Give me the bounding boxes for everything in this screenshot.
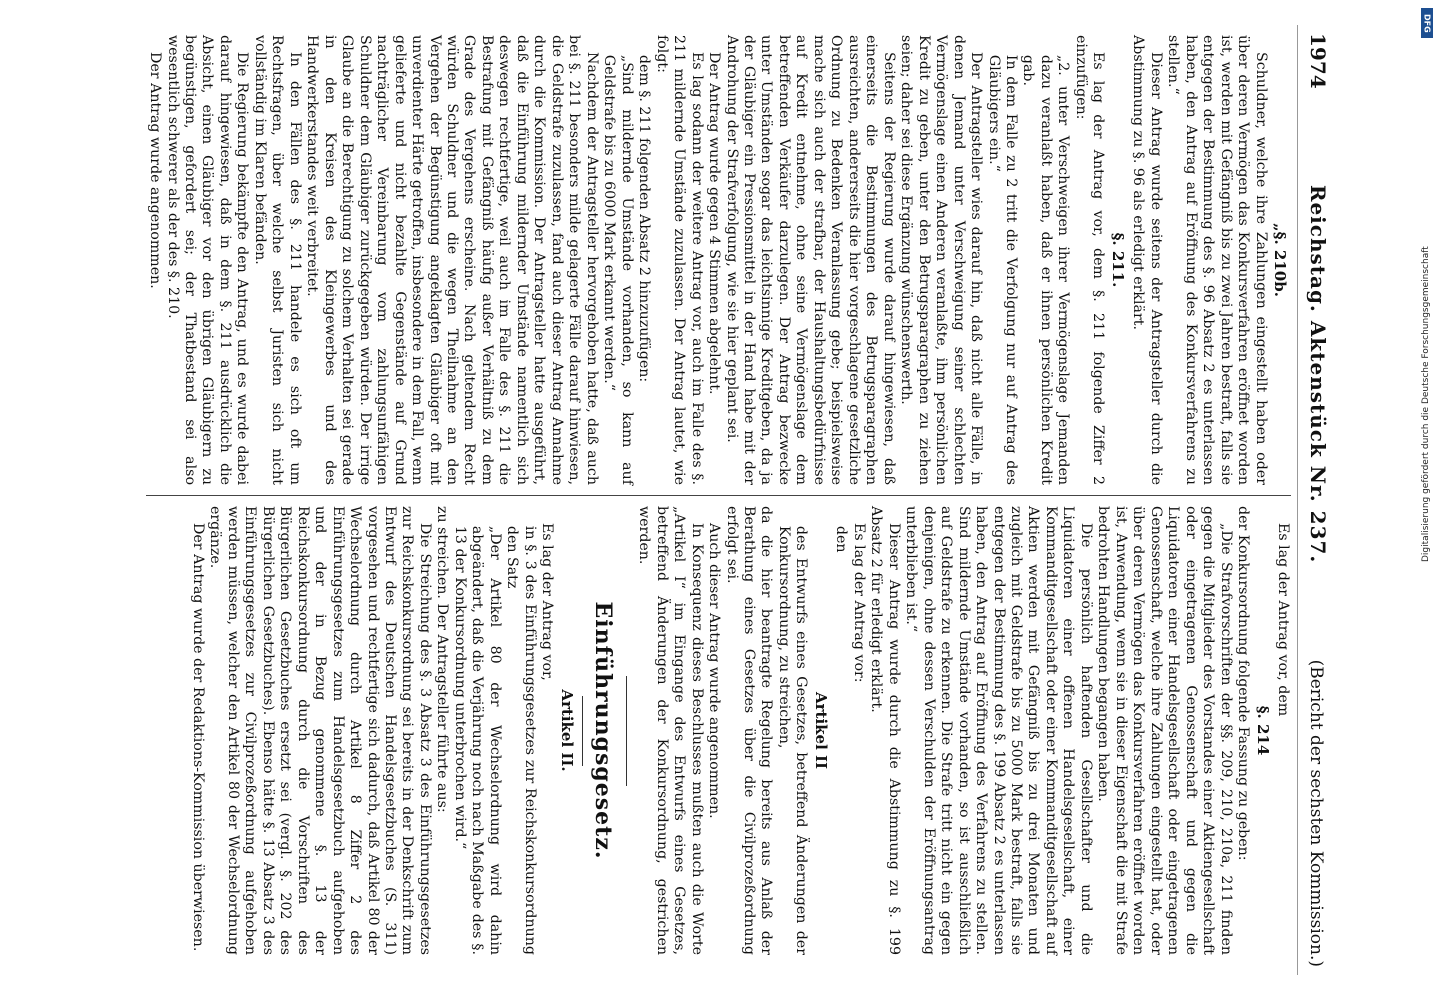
paragraph: In den Fällen des §. 211 handele es sich oft um Rechtsfragen, über welche selbst Juristen sich nicht vollständig im Klaren befänden.: [251, 35, 303, 485]
paragraph: Die Regierung bekämpfte den Antrag, und es wurde dabei darauf hingewiesen, daß in dem §. 211 ausdrücklich die Absicht, einen Gläubiger vor den übrigen Gläubigern zu begünstigen, gefordert sei; der Thatbestand sei also wesentlich schwerer als der des §. 210.: [164, 35, 251, 485]
paragraph: Nachdem der Antragsteller hervorgehoben hatte, daß auch bei §. 211 besonders milde gelagerte Fälle darauf hinwiesen, die Geldstrafe zuzulassen, fand auch dieser Antrag Annahme durch die Kommission. Der Antragsteller hatte ausgeführt, daß die Einführung mildernder Umstände namentlich sich deswegen rechtfertige, weil auch im Falle des §. 211 die Bestrafung mit Gefängniß häufig außer Verhältniß zu dem Grade des Vergehens erscheine. Nach geltendem Recht würden Schuldner und die wegen Theilnahme an den Vergehen der Begünstigung angeklagten Gläubiger oft mit unverdienter Härte getroffen, insbesondere in dem Fall, wenn gelieferte und nicht bezahlte Gegenstände auf Grund nachträglicher Vereinbarung vom zahlungsunfähigen Schuldner dem Gläubiger zurückgegeben würden. Der irrige Glaube an die Berechtigung zu solchem Verhalten sei gerade in den Kreisen des Kleingewerbes und des Handwerkerstandes weit verbreitet.: [304, 35, 600, 485]
quoted-clause: „Sind mildernde Umstände vorhanden, so kann auf Geldstrafe bis zu 6000 Mark erkannt werden.“: [601, 54, 635, 485]
paragraph: zu streichen. Der Antragsteller führte aus:: [434, 506, 451, 813]
text-columns: [146, 25, 1291, 975]
paragraph: Der Antrag wurde gegen 4 Stimmen abgelehnt.: [706, 52, 723, 395]
paragraph: in §. 3 des Einführungsgesetzes zur Reichskonkursordnung den Satz: [504, 525, 538, 955]
paragraph: den: [833, 525, 850, 553]
paragraph: Dieser Antrag wurde seitens der Antragsteller durch die Abstimmung zu §. 96 als erledigt erklärt.: [1130, 35, 1164, 485]
section-heading-214: §. 214: [1253, 705, 1272, 756]
section-heading-210b: „§. 210b.: [1271, 223, 1289, 297]
paragraph: Der Antragsteller wies darauf hin, daß nicht alle Fälle, in denen Jemand unter Verschweigung seiner schlechten Vermögenslage einen Anderen veranlaßte, ihm persönlichen Kredit zu geben, unter den Betrugsparagraphen zu ziehen seien; daher sei diese Ergänzung wünschenswerth.: [898, 35, 985, 485]
digitization-credit: Digitalisierung gefördert durch die Deutsche Forschungsgemeinschaft: [1421, 246, 1431, 562]
quoted-clause: „Der Artikel 80 der Wechselordnung wird dahin abgeändert, daß die Verjährung noch nach Maßgabe des §. 13 der Konkursordnung unterbrochen wird.“: [451, 525, 503, 955]
paragraph: Die Streichung des §. 3 Absatz 3 des Einführungsgesetzes zur Reichskonkursordnung sei bereits in der Denkschrift zum Entwurf des Deutschen Handelsgesetzbuches (S. 311) vorgesehen und rechtfertige sich dadurch, daß Artikel 80 der Wechselordnung durch Artikel 8 Ziffer 2 des Einführungsgesetzes zum Handelsgesetzbuch aufgehoben und der in Bezug genommene §. 13 der Reichskonkursordnung durch die Vorschriften des Bürgerlichen Gesetzbuches ersetzt sei (vergl. §. 202 des Bürgerlichen Gesetzbuches). Ebenso hätte §. 13 Absatz 3 des Einführungsgesetzes zur Civilprozeßordnung aufgehoben werden müssen, welcher den Artikel 80 der Wechselordnung ergänze.: [207, 506, 433, 955]
dfg-logo-icon: DFG: [1421, 8, 1433, 38]
page-title: Reichstag. Aktenstück Nr. 237.: [1306, 184, 1330, 564]
paragraph: Es lag der Antrag vor,: [539, 523, 556, 681]
quoted-clause: In dem Falle zu 2 tritt die Verfolgung nur auf Antrag des Gläubigers ein.“: [985, 54, 1020, 485]
right-column: [146, 495, 1291, 965]
paragraph: Dieser Antrag wurde durch die Abstimmung zu §. 199 Absatz 2 für erledigt erklärt.: [868, 506, 902, 955]
section-heading-211: §. 211.: [1108, 232, 1127, 288]
paragraph: Es lag der Antrag vor, dem §. 211 folgende Ziffer 2 einzufügen:: [1072, 35, 1107, 485]
paragraph: Seitens der Regierung wurde darauf hingewiesen, daß einerseits die Bestimmungen des Betrugsparagraphen ausreichten, andererseits die hier vorgeschlagene gesetzliche Ordnung zu Bedenken Veranlassung gebe; beispielsweise mache sich auch der strafbar, der Haushaltungsbedürfnisse auf Kredit entnehme, ohne seine Vermögenslage dem betreffenden Verkäufer darzulegen. Der Antrag bezwecke unter Umständen sogar das leichtsinnige Kreditgeben, da ja der Gläubiger ein Pressionsmittel in der Hand habe mit der Androhung der Strafverfolgung, wie sie hier geplant sei.: [723, 35, 897, 485]
article-heading: Artikel II.: [557, 689, 576, 772]
paragraph: In Konsequenz dieses Beschlusses mußten auch die Worte „Artikel I“ im Eingange des Entwurfs eines Gesetzes, betreffend Änderungen der Konkursordnung, gestrichen werden.: [636, 506, 705, 955]
quoted-clause: dem §. 211 folgenden Absatz 2 hinzuzufügen:: [636, 54, 653, 383]
paragraph: Es lag der Antrag vor, dem: [1275, 523, 1291, 717]
paragraph: Der Antrag wurde der Redaktions-Kommission überwiesen.: [189, 523, 206, 952]
quoted-clause: „Die Strafvorschriften der §§. 209, 210, 210a, 211 finden gegen die Mitglieder des Vorstandes einer Aktiengesellschaft oder eingetragenen Genossenschaft und gegen die Liquidatoren einer Handelsgesellschaft oder eingetragenen Genossenschaft, welche ihre Zahlungen eingestellt hat, oder über deren Vermögen das Konkursverfahren eröffnet worden ist, Anwendung, wenn sie in dieser Eigenschaft die mit Strafe bedrohten Handlungen begangen haben.: [1095, 506, 1234, 955]
left-column: [146, 25, 1291, 495]
divider: [626, 676, 627, 786]
section-title: Einführungsgesetz.: [589, 601, 616, 860]
paragraph: da die hier beantragte Regelung bereits aus Anlaß der Berathung eines Gesetzes über die Civilprozeßordnung erfolgt sei.: [723, 506, 775, 955]
divider: [582, 696, 583, 766]
paragraph: Schuldner, welche ihre Zahlungen eingestellt haben oder über deren Vermögen das Konkursverfahren eröffnet worden ist, werden mit Gefängniß bis zu zwei Jahren bestraft, falls sie entgegen der Bestimmung des §. 96 Absatz 2 es unterlassen haben, den Antrag auf Eröffnung des Konkursverfahrens zu stellen.“: [1165, 35, 1269, 485]
paragraph: Es lag sodann der weitere Antrag vor, auch im Falle des §. 211 mildernde Umstände zuzulassen. Der Antrag lautet, wie folgt:: [653, 35, 705, 485]
paragraph: Auch dieser Antrag wurde angenommen.: [706, 523, 723, 819]
page-header: [1297, 25, 1330, 975]
quoted-clause: Die persönlich haftenden Gesellschafter und die Liquidatoren einer offenen Handelsgesellschaft, einer Kommanditgesellschaft oder einer Kommanditgesellschaft auf Aktien werden mit Gefängniß bis zu drei Monaten und zugleich mit Geldstrafe bis zu 5000 Mark bestraft, falls sie entgegen der Bestimmung des §. 199 Absatz 2 es unterlassen haben, den Antrag auf Eröffnung des Verfahrens zu stellen. Sind mildernde Umstände vorhanden, so ist ausschließlich auf Geldstrafe zu erkennen. Die Strafe tritt nicht ein gegen denjenigen, ohne dessen Verschulden der Eröffnungsantrag unterblieben ist.“: [903, 506, 1094, 955]
rotated-document-page: [60, 0, 1360, 1000]
paragraph: der Konkursordnung folgende Fassung zu geben:: [1235, 506, 1252, 861]
paragraph: Es lag der Antrag vor:: [850, 523, 867, 683]
quoted-clause: „2. unter Verschweigen ihrer Vermögenslage Jemanden dazu veranlaßt haben, daß er ihnen persönlichen Kredit gab.: [1020, 54, 1072, 485]
page-number: 1974: [1306, 33, 1330, 89]
paragraph: Der Antrag wurde angenommen.: [147, 52, 164, 289]
digitization-sidebar: [1421, 8, 1434, 998]
paragraph: des Entwurfs eines Gesetzes, betreffend Änderungen der Konkursordnung, zu streichen,: [775, 525, 810, 955]
page-subtitle: (Bericht der sechsten Kommission.): [1306, 659, 1326, 967]
article-heading: Artikel II: [811, 691, 830, 770]
